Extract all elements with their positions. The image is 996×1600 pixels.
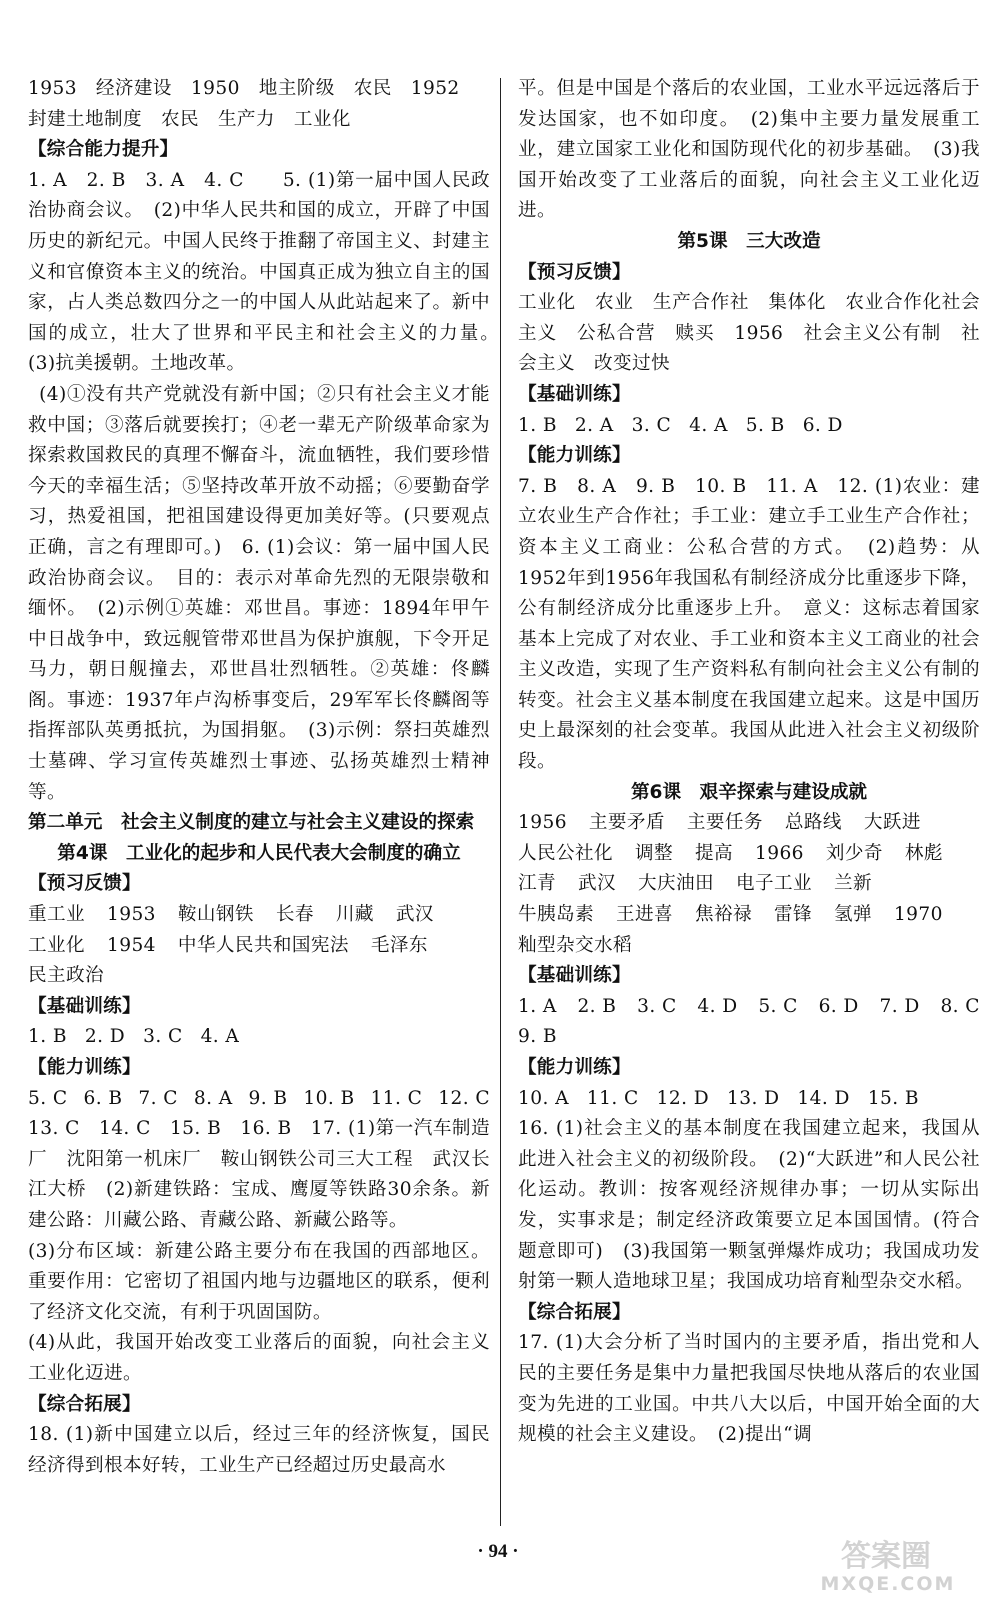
answer: 6. B <box>83 1087 123 1109</box>
answer: 7. C <box>138 1087 178 1109</box>
answer: 8. C <box>940 995 980 1017</box>
keyword-row <box>518 839 980 870</box>
keyword: 氢弹 <box>833 904 872 926</box>
answer: 4. A <box>689 414 728 436</box>
keyword-line: 1953 经济建设 1950 地主阶级 农民 1952 <box>28 78 460 99</box>
answer-paragraph: (4)①没有共产党就没有新中国；②只有社会主义才能救中国；③落后就要挨打；④老一辈无产阶级革命家为探索救国救民的真理不懈奋斗，流血牺牲，我们要珍惜今天的幸福生活；⑤坚持改革开放不动摇；⑥要勤奋学习，热爱祖国，把祖国建设得更加美好等。(只要观点正确，言之有理即可。) 6. (1)会议：第一届中国人民政治协商会议。 目的：表示对革命先烈的无限崇敬和缅怀。 (2)示例①英雄：邓世昌。事迹：1894年甲午中日战争中，致远舰管带邓世昌为保护旗舰，下令开足马力，朝日舰撞去，邓世昌壮烈牺牲。②英雄：佟麟阁。事迹：1937年卢沟桥事变后，29军军长佟麟阁等指挥部队英勇抵抗，为国捐躯。 (3)示例：祭扫英雄烈士墓碑、学习宣传英雄烈士事迹、弘扬英雄烈士精神等。 <box>28 383 490 803</box>
answer: 14. D <box>797 1087 850 1109</box>
keyword: 江青 <box>518 873 556 895</box>
keyword: 牛胰岛素 <box>518 904 594 926</box>
answer: 2. D <box>84 1026 126 1048</box>
keyword: 刘少奇 <box>825 842 883 864</box>
keyword: 王进喜 <box>615 904 673 926</box>
section-heading: 【能力训练】 <box>518 445 631 467</box>
keyword: 重工业 <box>28 904 85 926</box>
answer: 12. D <box>656 1087 710 1109</box>
answer: 1. B <box>28 1026 67 1048</box>
answer: 3. C <box>631 414 672 436</box>
answer-paragraph: (3)分布区域：新建公路主要分布在我国的西部地区。重要作用：它密切了祖国内地与边疆地区的联系，便利了经济文化交流，有利于巩固国防。 <box>28 1240 490 1323</box>
watermark-line2: MXQE.COM <box>820 1573 956 1594</box>
answer: 6. D <box>818 995 859 1017</box>
answer-paragraph: (4)从此，我国开始改变工业落后的面貌，向社会主义工业化迈进。 <box>28 1332 490 1384</box>
answer: 10. B <box>303 1087 355 1109</box>
keyword: 1966 <box>754 842 804 864</box>
answer: 3. C <box>637 995 677 1017</box>
keyword-row <box>28 931 490 962</box>
lesson-title: 第6课 艰辛探索与建设成就 <box>630 781 868 803</box>
section-heading: 【预习反馈】 <box>28 873 141 895</box>
keyword: 提高 <box>694 842 733 864</box>
answer: 8. A <box>193 1087 233 1109</box>
keyword: 1970 <box>893 904 943 926</box>
section-heading: 【综合拓展】 <box>518 1301 631 1323</box>
answer: 1. A <box>518 995 557 1017</box>
unit-title: 第二单元 社会主义制度的建立与社会主义建设的探索 <box>28 812 475 834</box>
keyword: 武汉 <box>578 873 616 895</box>
answer: 2. B <box>577 995 617 1017</box>
keyword: 雷锋 <box>773 904 812 926</box>
answer-paragraph: 13. C 14. C 15. B 16. B 17. (1)第一汽车制造厂 沈阳第一机床厂 鞍山钢铁公司三大工程 武汉长江大桥 (2)新建铁路：宝成、鹰厦等铁路30余条。新建公路：川藏公路、青藏公路、新藏公路等。 <box>28 1118 490 1231</box>
keyword-line: 封建土地制度 农民 生产力 工业化 <box>28 108 351 130</box>
keyword: 大庆油田 <box>638 873 714 895</box>
answer: 1. B <box>518 414 557 436</box>
section-heading: 【综合拓展】 <box>28 1393 141 1415</box>
answer: 2. A <box>574 414 614 436</box>
keyword: 电子工业 <box>735 873 812 895</box>
answer: 7. D <box>879 995 920 1017</box>
left-column <box>28 74 509 1481</box>
section-heading: 【能力训练】 <box>28 1057 141 1078</box>
keyword-line: 籼型杂交水稻 <box>518 934 632 956</box>
section-heading: 【基础训练】 <box>28 995 141 1017</box>
answer: 3. C <box>143 1026 183 1048</box>
watermark-line1: 答案圈 <box>841 1539 931 1574</box>
answer: 6. D <box>802 414 843 436</box>
keyword: 中华人民共和国宪法 <box>177 934 349 956</box>
section-heading: 【能力训练】 <box>518 1057 631 1078</box>
answer: 13. D <box>727 1087 780 1109</box>
answer-row <box>28 1022 490 1053</box>
keyword: 毛泽东 <box>370 934 428 956</box>
answer: 5. C <box>758 995 798 1017</box>
answer: 11. C <box>586 1087 639 1109</box>
answer-paragraph: 平。但是中国是个落后的农业国，工业水平远远落后于发达国家，也不如印度。 (2)集中主要力量发展重工业，建立国家工业化和国防现代化的初步基础。 (3)我国开始改变了工业落后的面貌，向社会主义工业化迈进。 <box>518 78 980 222</box>
keyword: 大跃进 <box>863 812 921 834</box>
answer-row <box>518 992 980 1023</box>
answer: 9. B <box>248 1087 288 1109</box>
keyword: 兰新 <box>833 873 872 895</box>
answer-paragraph: 7. B 8. A 9. B 10. B 11. A 12. (1)农业：建立农业生产合作社；手工业：建立手工业生产合作社；资本主义工商业：公私合营的方式。 (2)趋势：从1952年到1956年我国私有制经济成分比重逐步下降，公有制经济成分比重逐步上升。 意义：这标志着国家基本上完成了对农业、手工业和资本主义工商业的社会主义改造，实现了生产资料私有制向社会主义公有制的转变。社会主义基本制度在我国建立起来。这是中国历史上最深刻的社会变革。我国从此进入社会主义初级阶段。 <box>518 475 980 773</box>
lesson-title: 第4课 工业化的起步和人民代表大会制度的确立 <box>57 842 461 864</box>
answer: 5. B <box>745 414 785 436</box>
answer-row <box>518 1084 980 1115</box>
section-heading: 【综合能力提升】 <box>28 139 179 161</box>
answer-paragraph: 18. (1)新中国建立以后，经过三年的经济恢复，国民经济得到根本好转，工业生产已经超过历史最高水 <box>28 1424 490 1476</box>
section-heading: 【基础训练】 <box>518 965 631 987</box>
keyword: 1953 <box>106 904 156 926</box>
watermark-logo <box>796 1536 982 1594</box>
answer: 5. C <box>28 1087 68 1109</box>
right-column <box>518 74 980 1451</box>
keyword-row <box>28 900 490 931</box>
keyword: 主要任务 <box>686 812 763 834</box>
keyword-row <box>518 869 980 900</box>
section-heading: 【基础训练】 <box>518 383 631 405</box>
keyword: 鞍山钢铁 <box>177 904 254 926</box>
keyword: 武汉 <box>395 904 434 926</box>
keyword: 1954 <box>106 934 156 956</box>
answer-row <box>518 411 980 442</box>
keyword: 川藏 <box>335 904 374 926</box>
keyword: 林彪 <box>904 842 943 864</box>
lesson-title: 第5课 三大改造 <box>677 230 821 252</box>
column-divider <box>500 78 501 1526</box>
keyword: 调整 <box>634 842 673 864</box>
answer: 4. D <box>697 995 738 1017</box>
answer: 9. B <box>518 1026 557 1048</box>
page-number: · 94 · <box>477 1541 519 1562</box>
keyword: 焦裕禄 <box>694 904 752 926</box>
keyword: 总路线 <box>784 812 842 834</box>
answer: 15. B <box>867 1087 919 1109</box>
answer-paragraph: 17. (1)大会分析了当时国内的主要矛盾，指出党和人民的主要任务是集中力量把我国尽快地从落后的农业国变为先进的工业国。中共八大以后，中国开始全面的大规模的社会主义建设。 (2)提出“调 <box>518 1332 980 1446</box>
keyword: 工业化 <box>28 934 85 956</box>
answer-paragraph: 16. (1)社会主义的基本制度在我国建立起来，我国从此进入社会主义的初级阶段。 (2)“大跃进”和人民公社化运动。教训：按客观经济规律办事；一切从实际出发，实事求是；制定经济政策要立足本国国情。(符合题意即可) (3)我国第一颗氢弹爆炸成功；我国成功发射第一颗人造地球卫星；我国成功培育籼型杂交水稻。 <box>518 1118 980 1293</box>
answer-row <box>28 1084 490 1115</box>
answer: 10. A <box>518 1087 569 1109</box>
keyword: 1956 <box>518 812 567 834</box>
answer-paragraph: 1. A 2. B 3. A 4. C 5. (1)第一届中国人民政治协商会议。 (2)中华人民共和国的成立，开辟了中国历史的新纪元。中国人民终于推翻了帝国主义、封建主义和官僚资本主义的统治。中国真正成为独立自主的国家，占人类总数四分之一的中国人从此站起来了。新中国的成立，壮大了世界和平民主和社会主义的力量。 (3)抗美援朝。土地改革。 <box>28 169 509 375</box>
answer: 12. C <box>438 1087 490 1109</box>
answer: 11. C <box>370 1087 423 1109</box>
keyword-row <box>518 900 980 931</box>
keyword: 长春 <box>275 904 314 926</box>
section-heading: 【预习反馈】 <box>518 261 631 283</box>
keyword-paragraph: 工业化 农业 生产合作社 集体化 农业合作化社会主义 公私合营 赎买 1956 社会主义公有制 社会主义 改变过快 <box>518 292 980 375</box>
keyword-line: 民主政治 <box>28 965 104 987</box>
answer: 4. A <box>200 1026 240 1048</box>
keyword: 人民公社化 <box>518 842 613 864</box>
keyword-row <box>518 808 980 839</box>
keyword: 主要矛盾 <box>588 812 665 834</box>
